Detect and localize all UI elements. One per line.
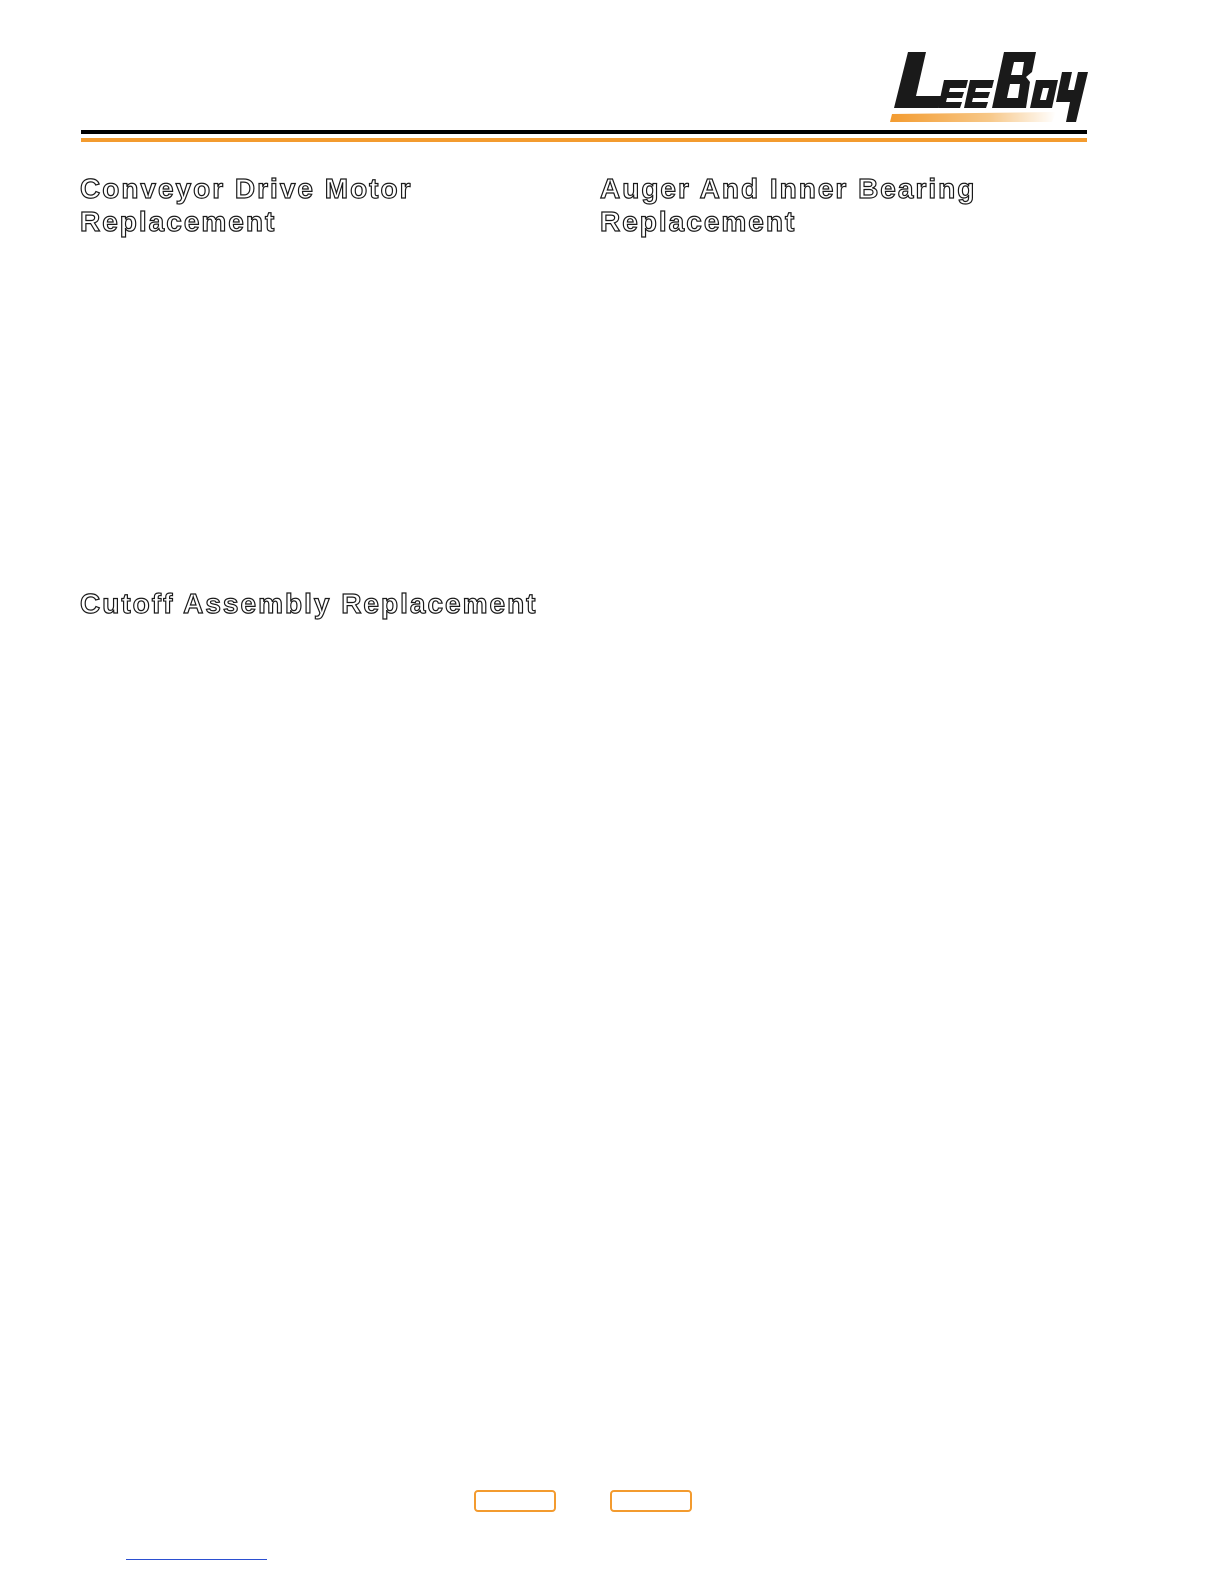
footer-link[interactable]: [126, 1556, 267, 1560]
header-rule-black: [81, 130, 1087, 134]
heading-auger-inner-bearing-replacement: Auger And Inner Bearing Replacement: [600, 173, 977, 237]
leeboy-logo: [886, 46, 1096, 128]
heading-cutoff-assembly-replacement: Cutoff Assembly Replacement: [80, 588, 538, 619]
previous-page-button[interactable]: [474, 1490, 556, 1512]
header-rule-orange: [81, 138, 1087, 142]
next-page-button[interactable]: [610, 1490, 692, 1512]
heading-conveyor-drive-motor-replacement: Conveyor Drive Motor Replacement: [80, 173, 413, 237]
